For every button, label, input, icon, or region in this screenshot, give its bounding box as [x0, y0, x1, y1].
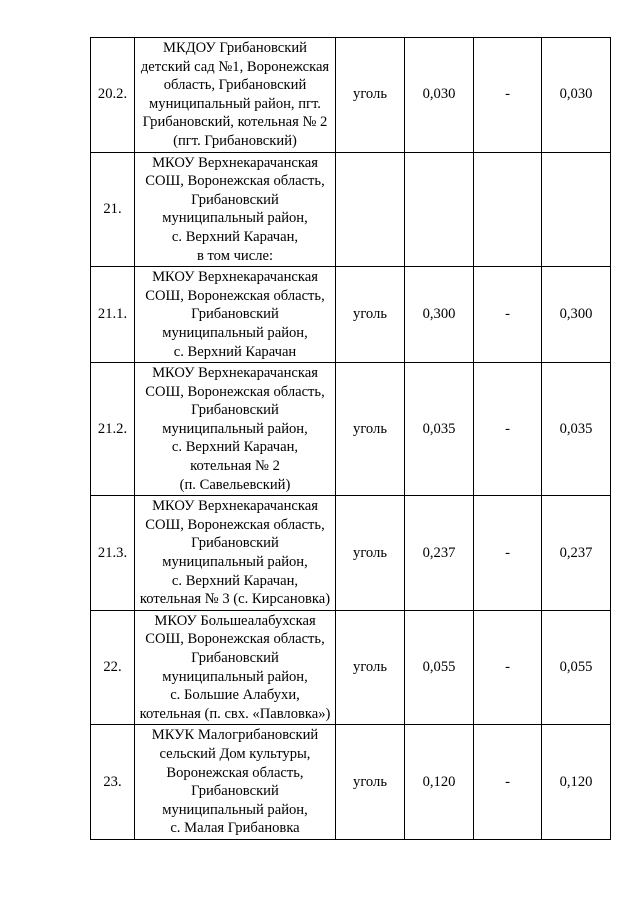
fuel-type: уголь — [336, 610, 405, 725]
fuel-type: уголь — [336, 725, 405, 840]
table-row — [91, 267, 611, 363]
value-cell — [405, 152, 474, 267]
fuel-table — [90, 37, 611, 840]
row-number: 21.3. — [91, 496, 135, 611]
value-cell: 0,300 — [542, 267, 611, 363]
organization-name: МКОУ Верхнекарачанская СОШ, Воронежская область, Грибановский муниципальный район, с. Верхний Карачан — [135, 267, 336, 363]
value-cell — [474, 152, 542, 267]
table-row — [91, 363, 611, 496]
value-cell: 0,035 — [542, 363, 611, 496]
value-cell: - — [474, 267, 542, 363]
table-edge-mark — [90, 770, 91, 778]
value-cell: 0,055 — [405, 610, 474, 725]
row-number: 22. — [91, 610, 135, 725]
organization-name: МКОУ Большеалабухская СОШ, Воронежская область, Грибановский муниципальный район, с. Большие Алабухи, котельная (п. свх. «Павловка») — [135, 610, 336, 725]
row-number: 21.2. — [91, 363, 135, 496]
row-number: 21. — [91, 152, 135, 267]
fuel-type: уголь — [336, 38, 405, 153]
organization-name: МКОУ Верхнекарачанская СОШ, Воронежская область, Грибановский муниципальный район, с. Верхний Карачан, котельная № 2 (п. Савельевский) — [135, 363, 336, 496]
organization-name: МКДОУ Грибановский детский сад №1, Воронежская область, Грибановский муниципальный район, пгт. Грибановский, котельная № 2 (пгт. Грибановский) — [135, 38, 336, 153]
value-cell: - — [474, 725, 542, 840]
row-number: 23. — [91, 725, 135, 840]
value-cell: 0,030 — [542, 38, 611, 153]
value-cell — [542, 152, 611, 267]
table-row — [91, 152, 611, 267]
value-cell: 0,300 — [405, 267, 474, 363]
organization-name: МКОУ Верхнекарачанская СОШ, Воронежская область, Грибановский муниципальный район, с. Верхний Карачан, котельная № 3 (с. Кирсановка) — [135, 496, 336, 611]
table-row — [91, 725, 611, 840]
value-cell: - — [474, 610, 542, 725]
value-cell: 0,237 — [405, 496, 474, 611]
row-number: 20.2. — [91, 38, 135, 153]
value-cell: - — [474, 38, 542, 153]
value-cell: - — [474, 363, 542, 496]
value-cell: 0,120 — [405, 725, 474, 840]
fuel-type: уголь — [336, 496, 405, 611]
table-row — [91, 496, 611, 611]
table-row — [91, 38, 611, 153]
organization-name: МКУК Малогрибановский сельский Дом культуры, Воронежская область, Грибановский муниципальный район, с. Малая Грибановка — [135, 725, 336, 840]
fuel-type — [336, 152, 405, 267]
value-cell: 0,035 — [405, 363, 474, 496]
value-cell: - — [474, 496, 542, 611]
table-row — [91, 610, 611, 725]
organization-name: МКОУ Верхнекарачанская СОШ, Воронежская область, Грибановский муниципальный район, с. Верхний Карачан, в том числе: — [135, 152, 336, 267]
value-cell: 0,120 — [542, 725, 611, 840]
fuel-type: уголь — [336, 267, 405, 363]
value-cell: 0,237 — [542, 496, 611, 611]
row-number: 21.1. — [91, 267, 135, 363]
value-cell: 0,030 — [405, 38, 474, 153]
fuel-type: уголь — [336, 363, 405, 496]
value-cell: 0,055 — [542, 610, 611, 725]
